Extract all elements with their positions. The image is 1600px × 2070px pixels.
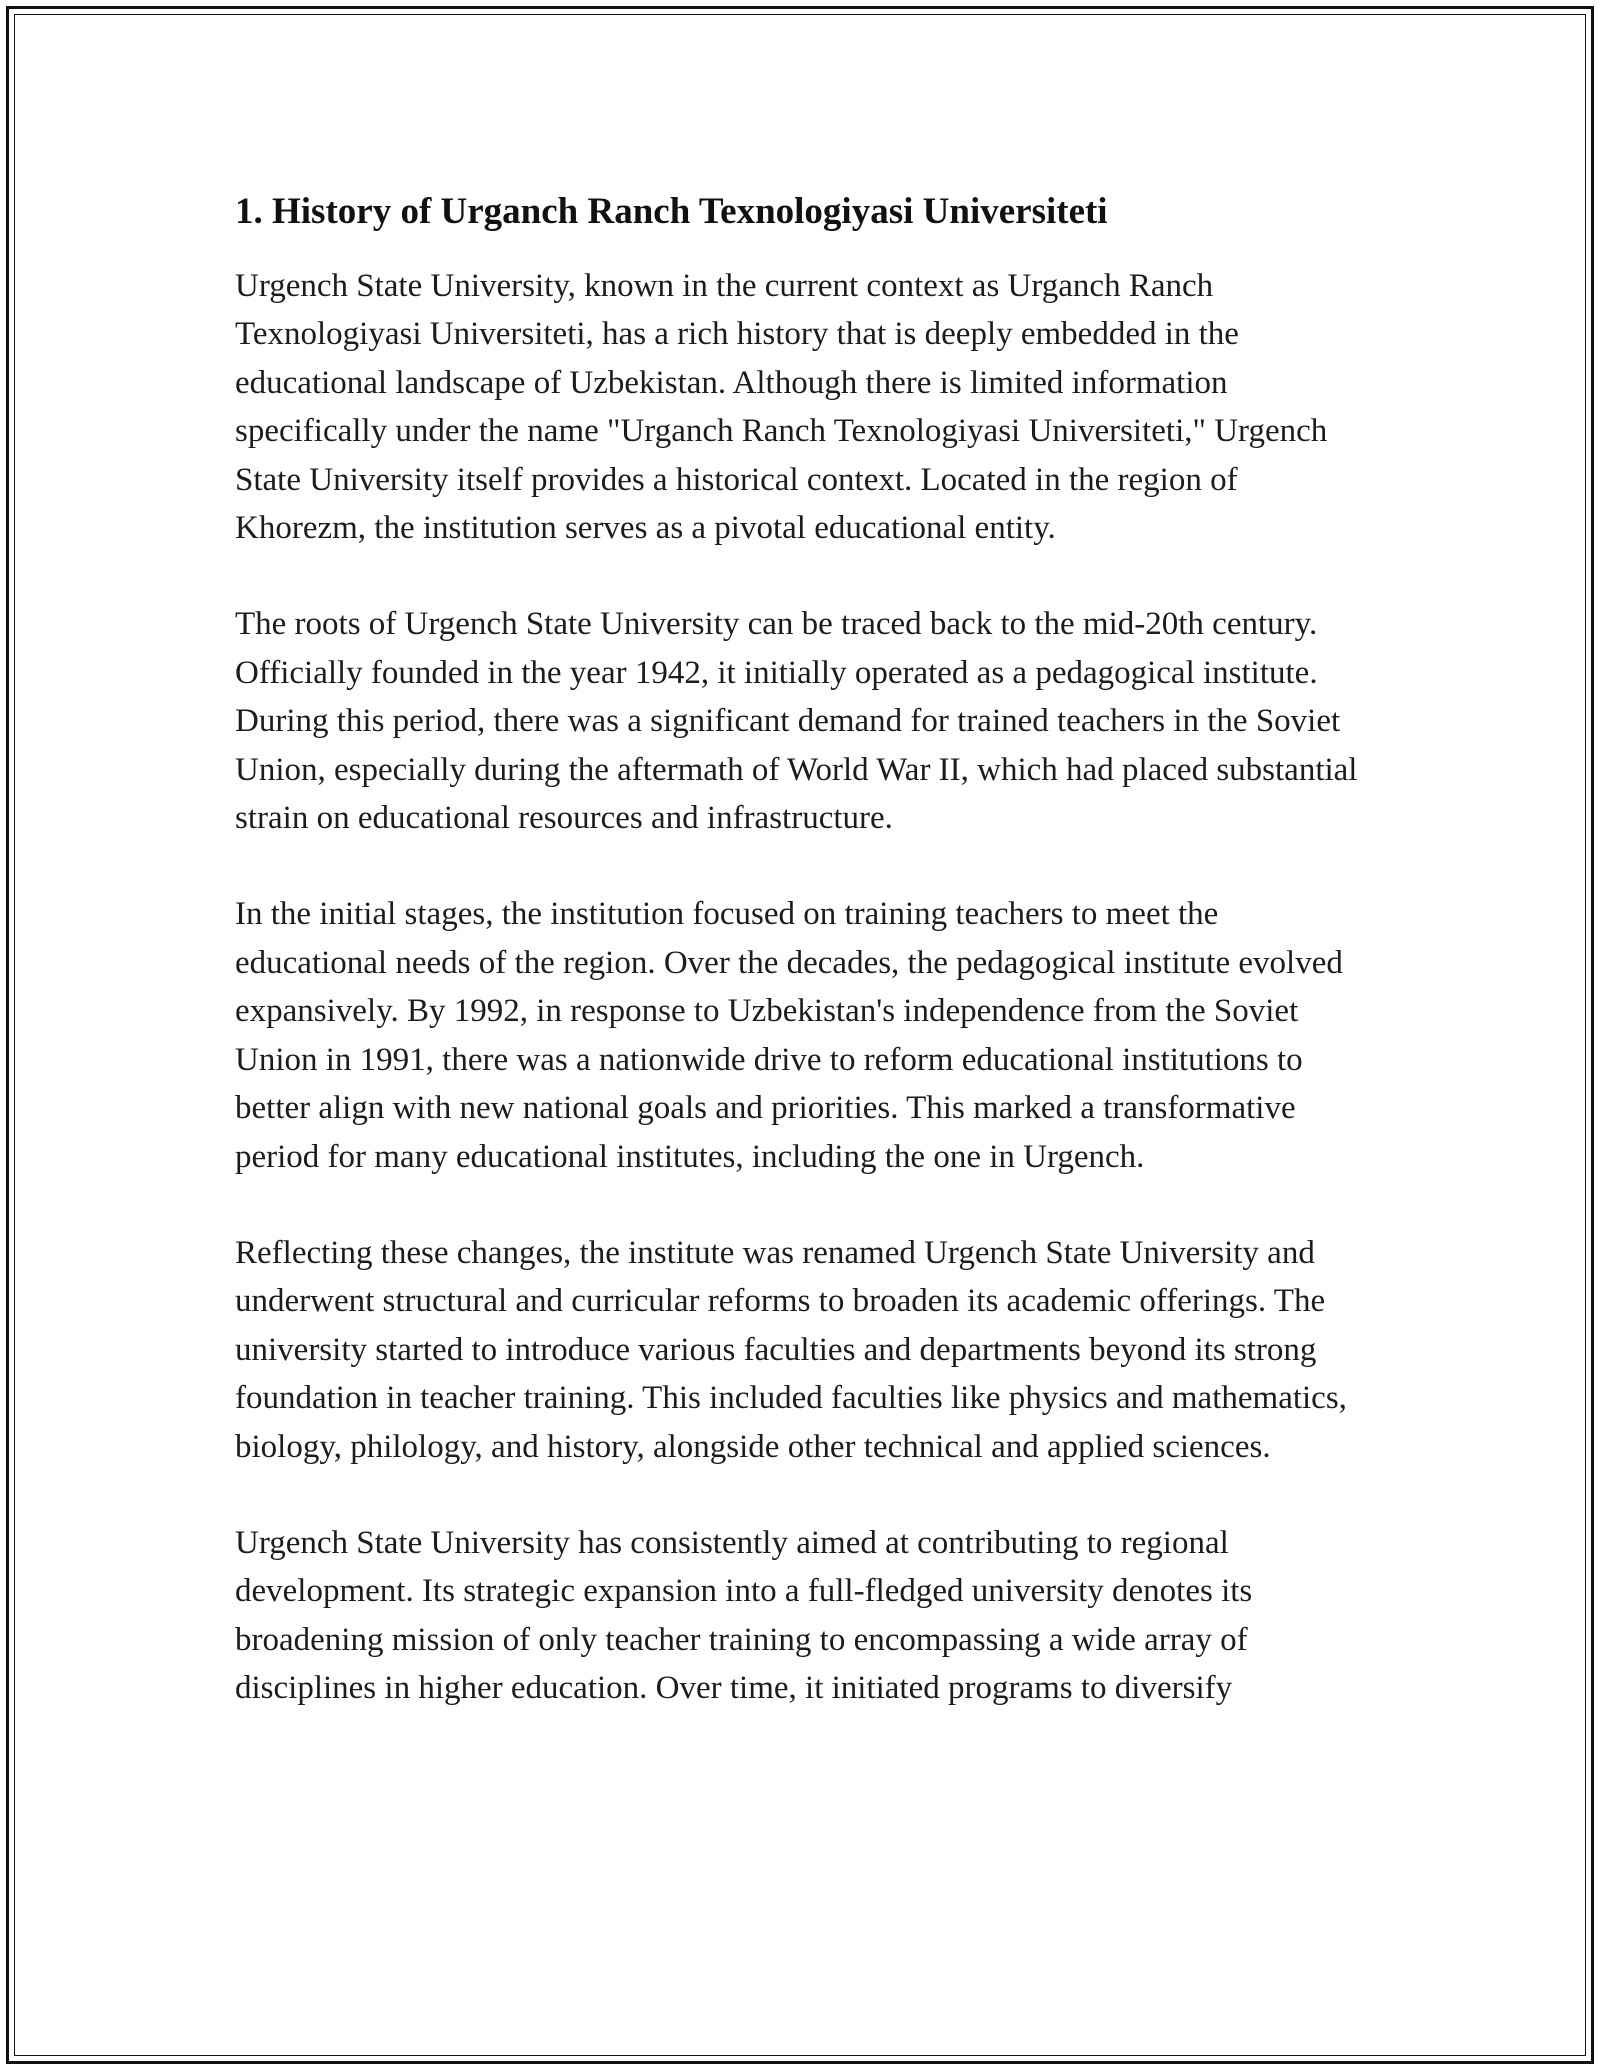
paragraph-5: Urgench State University has consistently aimed at contributing to regional development. Its strategic expansion into a full-fledged university denotes its broadening mission of only teacher training to encompassing a wide array of disciplines in higher education. Over time, it initiated programs to diversify — [235, 1524, 1253, 1707]
paragraph-1: Urgench State University, known in the current context as Urganch Ranch Texnologiyasi Universiteti, has a rich history that is deeply embedded in the educational landscape of Uzbekistan. Although there is limited information specifically under the name "Urganch Ranch Texnologiyasi Universiteti," Urgench State University itself provides a historical context. Located in the region of Khorezm, the institution serves as a pivotal educational entity. — [235, 268, 1328, 547]
section-title: 1. History of Urganch Ranch Texnologiyasi Universiteti — [235, 191, 1108, 232]
document-content — [235, 182, 1375, 1761]
paragraph-4: Reflecting these changes, the institute was renamed Urgench State University and underwent structural and curricular reforms to broaden its academic offerings. The university started to introduce various faculties and departments beyond its strong foundation in teacher training. This included faculties like physics and mathematics, biology, philology, and history, alongside other technical and applied sciences. — [235, 1234, 1347, 1465]
paragraph-3: In the initial stages, the institution focused on training teachers to meet the educational needs of the region. Over the decades, the pedagogical institute evolved expansively. By 1992, in response to Uzbekistan's independence from the Soviet Union in 1991, there was a nationwide drive to reform educational institutions to better align with new national goals and priorities. This marked a transformative period for many educational institutes, including the one in Urgench. — [235, 896, 1343, 1175]
paragraph-2: The roots of Urgench State University can be traced back to the mid-20th century. Officially founded in the year 1942, it initially operated as a pedagogical institute. During this period, there was a significant demand for trained teachers in the Soviet Union, especially during the aftermath of World War II, which had placed substantial strain on educational resources and infrastructure. — [235, 606, 1358, 837]
